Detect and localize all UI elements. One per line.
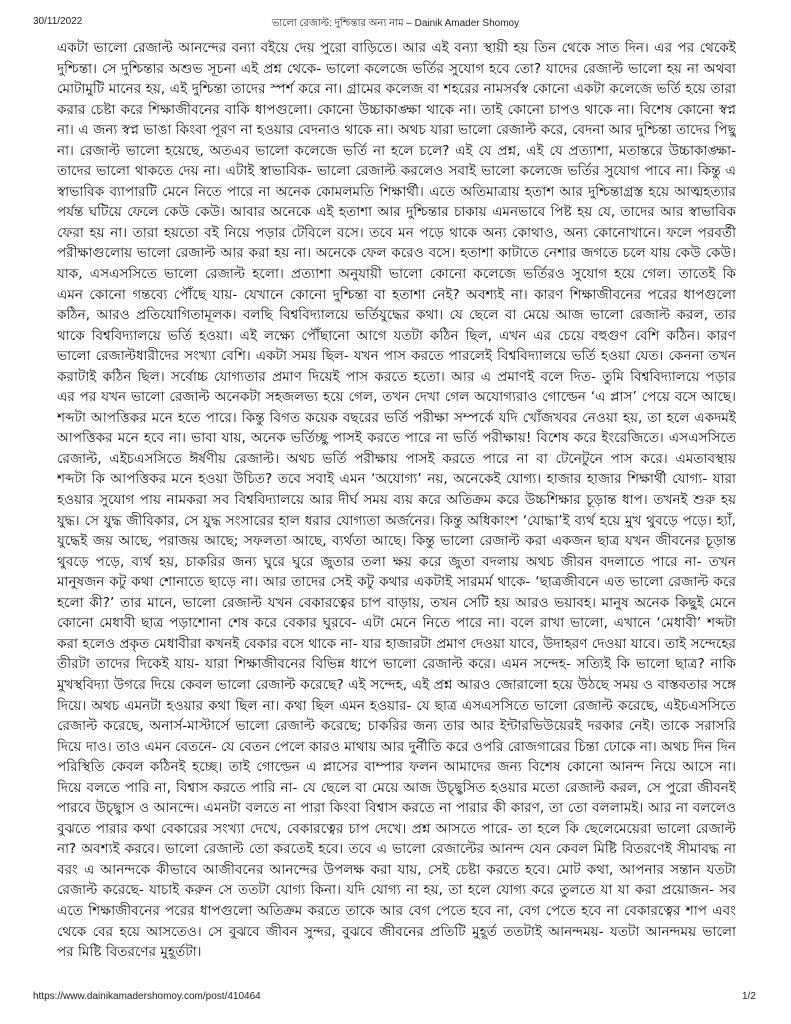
article-line: হলো কী?’ তার মানে, ভালো রেজাল্ট যখন বেকারত্বের চাপ বাড়ায়, তখন সেটি হয় আরও ভয়াবহ। মানুষ অনেক কিছুই মেনে xyxy=(57,594,736,611)
article-line: না? অবশ্যই করবে। ভালো রেজাল্ট তো করতেই হবে। তবে এ ভালো রেজাল্টের আনন্দ যেন কেবল মিষ্টি বিতরণেই সীমাবদ্ধ না xyxy=(57,841,736,858)
article-line: স্বাভাবিক ব্যাপারটি মেনে নিতে পারে না অনেক কোমলমতি শিক্ষার্থী। এতে অতিমাত্রায় হতাশ আর দুশ্চিন্তাগ্রস্ত হয়ে আত্মহত্যার xyxy=(57,183,736,200)
article-line: যুদ্ধেই জয় আছে, পরাজয় আছে; সফলতা আছে, ব্যর্থতা আছে। কিন্তু ভালো রেজাল্ট করা একজন ছাত্র যখন জীবনের চূড়ান্ত xyxy=(57,533,736,550)
article-line: শব্দটা কি আপত্তিকর মনে হওয়া উচিত? তবে সবাই এমন ‘অযোগ্য’ নয়, অনেকেই যোগ্য। হাজার হাজার শিক্ষার্থী যোগ্য- যারা xyxy=(57,471,736,488)
article-line: এর পর যখন ভালো রেজাল্ট অনেকটা সহজলভ্য হয়ে গেল, তখন দেখা গেল অযোগ্যরাও গোল্ডেন ‘এ প্লাস’ পেয়ে বসে আছে। xyxy=(57,389,736,406)
article-line: এতে শিক্ষাজীবনের পরের ধাপগুলো অতিক্রম করতে তাকে আর বেগ পেতে হবে না, বেগ পেতে হবে না বেকারত্বের শাপ এবং xyxy=(57,902,736,919)
article-line: পরিস্থিতি কেবল কঠিনই হচ্ছে। তাই গোল্ডেন এ প্লাসের বাম্পার ফলন আমাদের জন্য বিশেষ কোনো আনন্দ নিয়ে আসে না। xyxy=(57,759,736,776)
article-line: মুখস্থবিদ্যা উগরে দিয়ে কেবল ভালো রেজাল্ট করেছে? এই সন্দেহ, এই প্রশ্ন আরও জোরালো হয়ে উঠছে সময় ও বাস্তবতার সঙ্গে xyxy=(57,676,736,693)
article-line: পর্যন্ত ঘটিয়ে ফেলে কেউ কেউ। আবার অনেকে এই হতাশা আর দুশ্চিন্তার চাকায় এমনভাবে পিষ্ট হয় যে, তাদের আর স্বাভাবিক xyxy=(57,204,736,221)
page-url: https://www.dainikamadershomoy.com/post/410464 xyxy=(33,991,261,1002)
article-line: ভালো রেজাল্টধারীদের সংখ্যা বেশি। একটা সময় ছিল- যখন পাস করতে পারলেই বিশ্ববিদ্যালয়ে ভর্তি হওয়া যেত। কেননা তখন xyxy=(57,348,736,365)
article-line: কোনো মেধাবী ছাত্র পড়াশোনা শেষ করে বেকার ঘুরবে- এটা মেনে নিতে পারে না। বলে রাখা ভালো, এখানে ‘মেধাবী’ শব্দটা xyxy=(57,615,736,632)
article-line: শব্দটা আপত্তিকর মনে হতে পারে। কিন্তু বিগত কয়েক বছরের ভর্তি পরীক্ষা সম্পর্কে যদি খোঁজখবর নেওয়া হয়, তা হলে একদমই xyxy=(57,409,736,426)
print-date: 30/11/2022 xyxy=(33,16,83,27)
article-body xyxy=(57,38,736,963)
article-line: পর মিষ্টি বিতরণের মুহূর্তটা। xyxy=(57,944,202,961)
article-line: ফেরা হয় না। তারা হয়তো বই নিয়ে পড়ার টেবিলে বসে। তবে মন পড়ে থাকে অন্য কোথাও, অন্য কোনোখানে। ফলে পরবর্তী xyxy=(57,224,736,241)
article-line: এমন কোনো গন্তব্যে পৌঁছে যায়- যেখানে কোনো দুশ্চিন্তা বা হতাশা নেই? অবশ্যই না। কারণ শিক্ষাজীবনের পরের ধাপগুলো xyxy=(57,286,736,303)
article-line: রেজাল্ট করেছে- যাচাই করুন সে ততটা যোগ্য কিনা। যদি যোগ্য না হয়, তা হলে যোগ্য করে তুলতে যা যা করা প্রয়োজন- সব xyxy=(57,882,736,899)
article-line: বুঝতে পারার কথা বেকারের সংখ্যা দেখে, বেকারত্বের চাপ দেখে। প্রশ্ন আসতে পারে- তা হলে কি ছেলেমেয়েরা ভালো রেজাল্ট xyxy=(57,820,736,837)
article-line: একটা ভালো রেজাল্ট আনন্দের বন্যা বইয়ে দেয় পুরো বাড়িতে। আর এই বন্যা স্থায়ী হয় তিন থেকে সাত দিন। এর পর থেকেই xyxy=(57,40,736,56)
page-title: ভালো রেজাল্ট: দুশ্চিন্তার অন্য নাম – Dainik Amader Shomoy xyxy=(271,18,520,29)
article-line: বরং এ আনন্দকে কীভাবে আজীবনের আনন্দের উপলক্ষ করা যায়, সেই চেষ্টা করতে হবে। মোট কথা, আপনার সন্তান যতটা xyxy=(57,861,736,878)
article-line: আপত্তিকর মনে হবে না। ভাবা যায়, অনেক ভর্তিচ্ছু পাসই করতে পারে না ভর্তি পরীক্ষায়! বিশেষ করে ইংরেজিতে। এসএসসিতে xyxy=(57,430,736,447)
article-line: দিয়ে দাও। তাও এমন বেতনে- যে বেতন পেলে কারও মাথায় আর দুর্নীতি করে ওপরি রোজগারের চিন্তা ঢোকে না। অথচ দিন দিন xyxy=(57,738,736,755)
article-line: যুদ্ধ। সে যুদ্ধ জীবিকার, সে যুদ্ধ সংসারের হাল ধরার যোগ্যতা অর্জনের। কিন্তু অধিকাংশ ‘যোদ্ধা’ই ব্যর্থ হয়ে মুখ থুবড়ে পড়ে। হ্যাঁ, xyxy=(57,512,736,529)
article-line: কঠিন, আরও প্রতিযোগিতামূলক। বলছি বিশ্ববিদ্যালয়ে ভর্তিযুদ্ধের কথা। যে ছেলে বা মেয়ে আজ ভালো রেজাল্ট করল, তার xyxy=(57,307,736,324)
article-line: মোটামুটি মানের হয়, এই দুশ্চিন্তা তাদের স্পর্শ করে না। গ্রামের কলেজ বা শহরের নামসর্বস্ব কোনো একটা কলেজে ভর্তি হয়ে তারা xyxy=(57,81,736,98)
article-line: মানুষজন কটু কথা শোনাতে ছাড়ে না। আর তাদের সেই কটু কথার একটাই সারমর্ম থাকে- ‘ছাত্রজীবনে এত ভালো রেজাল্ট করে xyxy=(57,574,736,591)
article-line: করার চেষ্টা করে শিক্ষাজীবনের বাকি ধাপগুলো। কোনো উচ্চাকাঙ্ক্ষা থাকে না। তাই কোনো চাপও থাকে না। বিশেষ কোনো স্বপ্ন xyxy=(57,101,736,118)
article-line: রেজাল্ট, এইচএসসিতে ঈর্ষণীয় রেজাল্ট। অথচ ভর্তি পরীক্ষায় পাসই করতে পারে না বা টেনেটুনে পাস করে। এমতাবস্থায় xyxy=(57,450,736,467)
article-line: থুবড়ে পড়ে, ব্যর্থ হয়, চাকরির জন্য ঘুরে ঘুরে জুতার তলা ক্ষয় করে জুতা বদলায় অথচ জীবন বদলাতে পারে না- তখন xyxy=(57,553,736,570)
article-line: দিয়ে। অথচ এমনটা হওয়ার কথা ছিল না। কথা ছিল এমন হওয়ার- যে ছাত্র এসএসসিতে ভালো রেজাল্ট করেছে, এইচএসসিতে xyxy=(57,697,736,714)
article-line: রেজাল্ট করেছে, অনার্স-মাস্টার্সে ভালো রেজাল্ট করেছে; চাকরির জন্য তার আর ইন্টারভিউয়েরই দরকার নেই। তাকে সরাসরি xyxy=(57,718,736,735)
article-line: তীরটা তাদের দিকেই যায়- যারা শিক্ষাজীবনের বিভিন্ন ধাপে ভালো রেজাল্ট করে। এমন সন্দেহ- সত্যিই কি ভালো ছাত্র? নাকি xyxy=(57,656,736,673)
article-line: থাকে বিশ্ববিদ্যালয়ে ভর্তি হওয়া। এই লক্ষ্যে পৌঁছানো আগে যতটা কঠিন ছিল, এখন এর চেয়ে বহুগুণ বেশি কঠিন। কারণ xyxy=(57,327,736,344)
page-number: 1/2 xyxy=(742,991,756,1002)
article-line: দিয়ে বলতে পারি না, বিশ্বাস করতে পারি না- যে ছেলে বা মেয়ে আজ উচ্ছ্বসিত হওয়ার মতো রেজাল্ট করল, সে পুরো জীবনই xyxy=(57,779,736,796)
article-line: হওয়ার সুযোগ পায় নামকরা সব বিশ্ববিদ্যালয়ে আর দীর্ঘ সময় ব্যয় করে অতিক্রম করে উচ্চশিক্ষার চূড়ান্ত ধাপ। তখনই শুরু হয় xyxy=(57,492,736,509)
article-line: যাক, এসএসসিতে ভালো রেজাল্ট হলো। প্রত্যাশা অনুযায়ী ভালো কোনো কলেজে ভর্তিরও সুযোগ হয়ে গেল। তাতেই কি xyxy=(57,266,736,283)
article-line: তাদের ভালো থাকতে দেয় না। এটাই স্বাভাবিক- ভালো রেজাল্ট করলেও সবাই ভালো কলেজে ভর্তির সুযোগ পাবে না। কিন্তু এ xyxy=(57,163,736,180)
article-line: দুশ্চিন্তা। সে দুশ্চিন্তার অশুভ সূচনা এই প্রশ্ন থেকে- ভালো কলেজে ভর্তির সুযোগ হবে তো? যাদের রেজাল্ট ভালো হয় না অথবা xyxy=(57,60,736,77)
article-line: পারবে উচ্ছ্বাস ও আনন্দে। এমনটা বলতে না পারা কিংবা বিশ্বাস করতে না পারার কী কারণ, তা তো বললামই। আর না বললেও xyxy=(57,800,736,817)
article-line: করা হলেও প্রকৃত মেধাবীরা কখনই বেকার বসে থাকে না- যার হাজারটা প্রমাণ দেওয়া যাবে, উদাহরণ দেওয়া যাবে। তাই সন্দেহের xyxy=(57,635,736,652)
article-line: থেকে বের হয়ে আসতেও। সে বুঝবে জীবন সুন্দর, বুঝবে জীবনের প্রতিটি মুহূর্ত ততটাই আনন্দময়- যতটা আনন্দময় ভালো xyxy=(57,923,736,940)
article-line: না। এ জন্য স্বপ্ন ভাঙা কিংবা পূরণ না হওয়ার বেদনাও থাকে না। অথচ যারা ভালো রেজাল্ট করে, বেদনা আর দুশ্চিন্তা তাদের পিছু xyxy=(57,122,736,139)
article-line: না। রেজাল্ট ভালো হয়েছে, অতএব ভালো কলেজে ভর্তি না হলে চলে? এই যে প্রশ্ন, এই যে প্রত্যাশা, মতান্তরে উচ্চাকাঙ্ক্ষা- xyxy=(57,142,736,159)
article-line: পরীক্ষাগুলোয় ভালো রেজাল্ট আর করা হয় না। অনেকে ফেল করেও বসে। হতাশা কাটাতে নেশার জগতে চলে যায় কেউ কেউ। xyxy=(57,245,736,262)
article-line: করাটাই কঠিন ছিল। সর্বোচ্চ যোগ্যতার প্রমাণ দিয়েই পাস করতে হতো। আর এ প্রমাণই বলে দিত- তুমি বিশ্ববিদ্যালয়ে পড়ার xyxy=(57,368,736,385)
